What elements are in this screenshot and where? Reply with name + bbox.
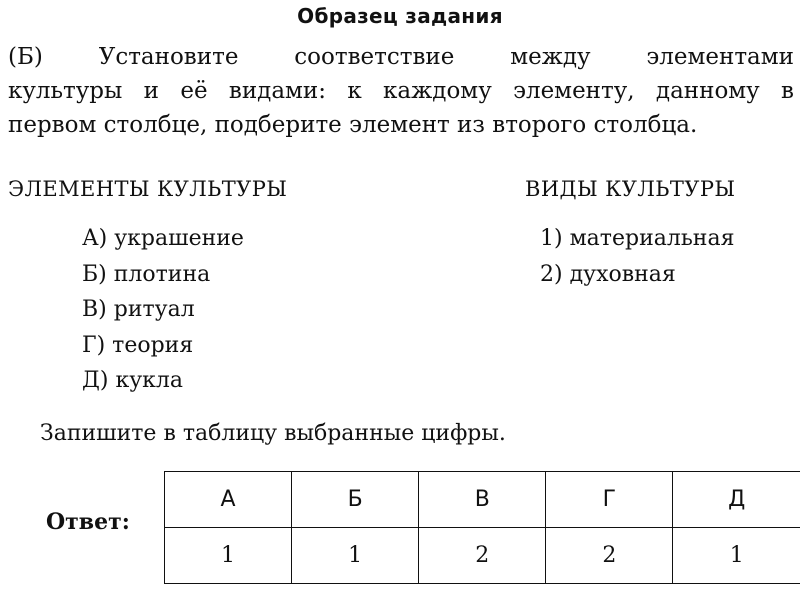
types-column-header: ВИДЫ КУЛЬТУРЫ xyxy=(525,177,736,201)
answer-value-cell[interactable]: 1 xyxy=(165,528,292,584)
elements-column-header: ЭЛЕМЕНТЫ КУЛЬТУРЫ xyxy=(8,177,288,201)
task-text xyxy=(8,40,794,142)
type-item-1: 1) материальная xyxy=(540,226,735,251)
element-item-b: Б) плотина xyxy=(82,261,211,287)
task-line-1: (Б) Установите соответствие между элементами xyxy=(8,44,794,70)
task-line-2: культуры и её видами: к каждому элементу, данному в xyxy=(8,78,794,104)
element-item-v: В) ритуал xyxy=(82,297,195,322)
answer-header-row xyxy=(165,472,800,528)
task-line-3: первом столбце, подберите элемент из второго столбца. xyxy=(8,112,698,138)
answer-value-cell[interactable]: 2 xyxy=(546,528,673,584)
types-list xyxy=(540,221,734,292)
answer-value-row xyxy=(165,528,800,584)
answer-value-cell[interactable]: 1 xyxy=(292,528,419,584)
answer-header-cell: Б xyxy=(292,472,419,528)
answer-header-cell: А xyxy=(165,472,292,528)
element-item-d: Д) кукла xyxy=(82,368,183,393)
answer-value-cell[interactable]: 1 xyxy=(673,528,800,584)
type-item-2: 2) духовная xyxy=(540,261,676,287)
answer-table xyxy=(164,471,800,584)
elements-list xyxy=(82,221,244,399)
answer-value-cell[interactable]: 2 xyxy=(419,528,546,584)
answer-header-cell: Д xyxy=(673,472,800,528)
answer-label: Ответ: xyxy=(46,509,130,535)
instruction-text: Запишите в таблицу выбранные цифры. xyxy=(40,421,506,446)
element-item-g: Г) теория xyxy=(82,332,194,358)
element-item-a: А) украшение xyxy=(82,226,244,251)
page-title: Образец задания xyxy=(297,4,503,28)
answer-header-cell: Г xyxy=(546,472,673,528)
answer-header-cell: В xyxy=(419,472,546,528)
